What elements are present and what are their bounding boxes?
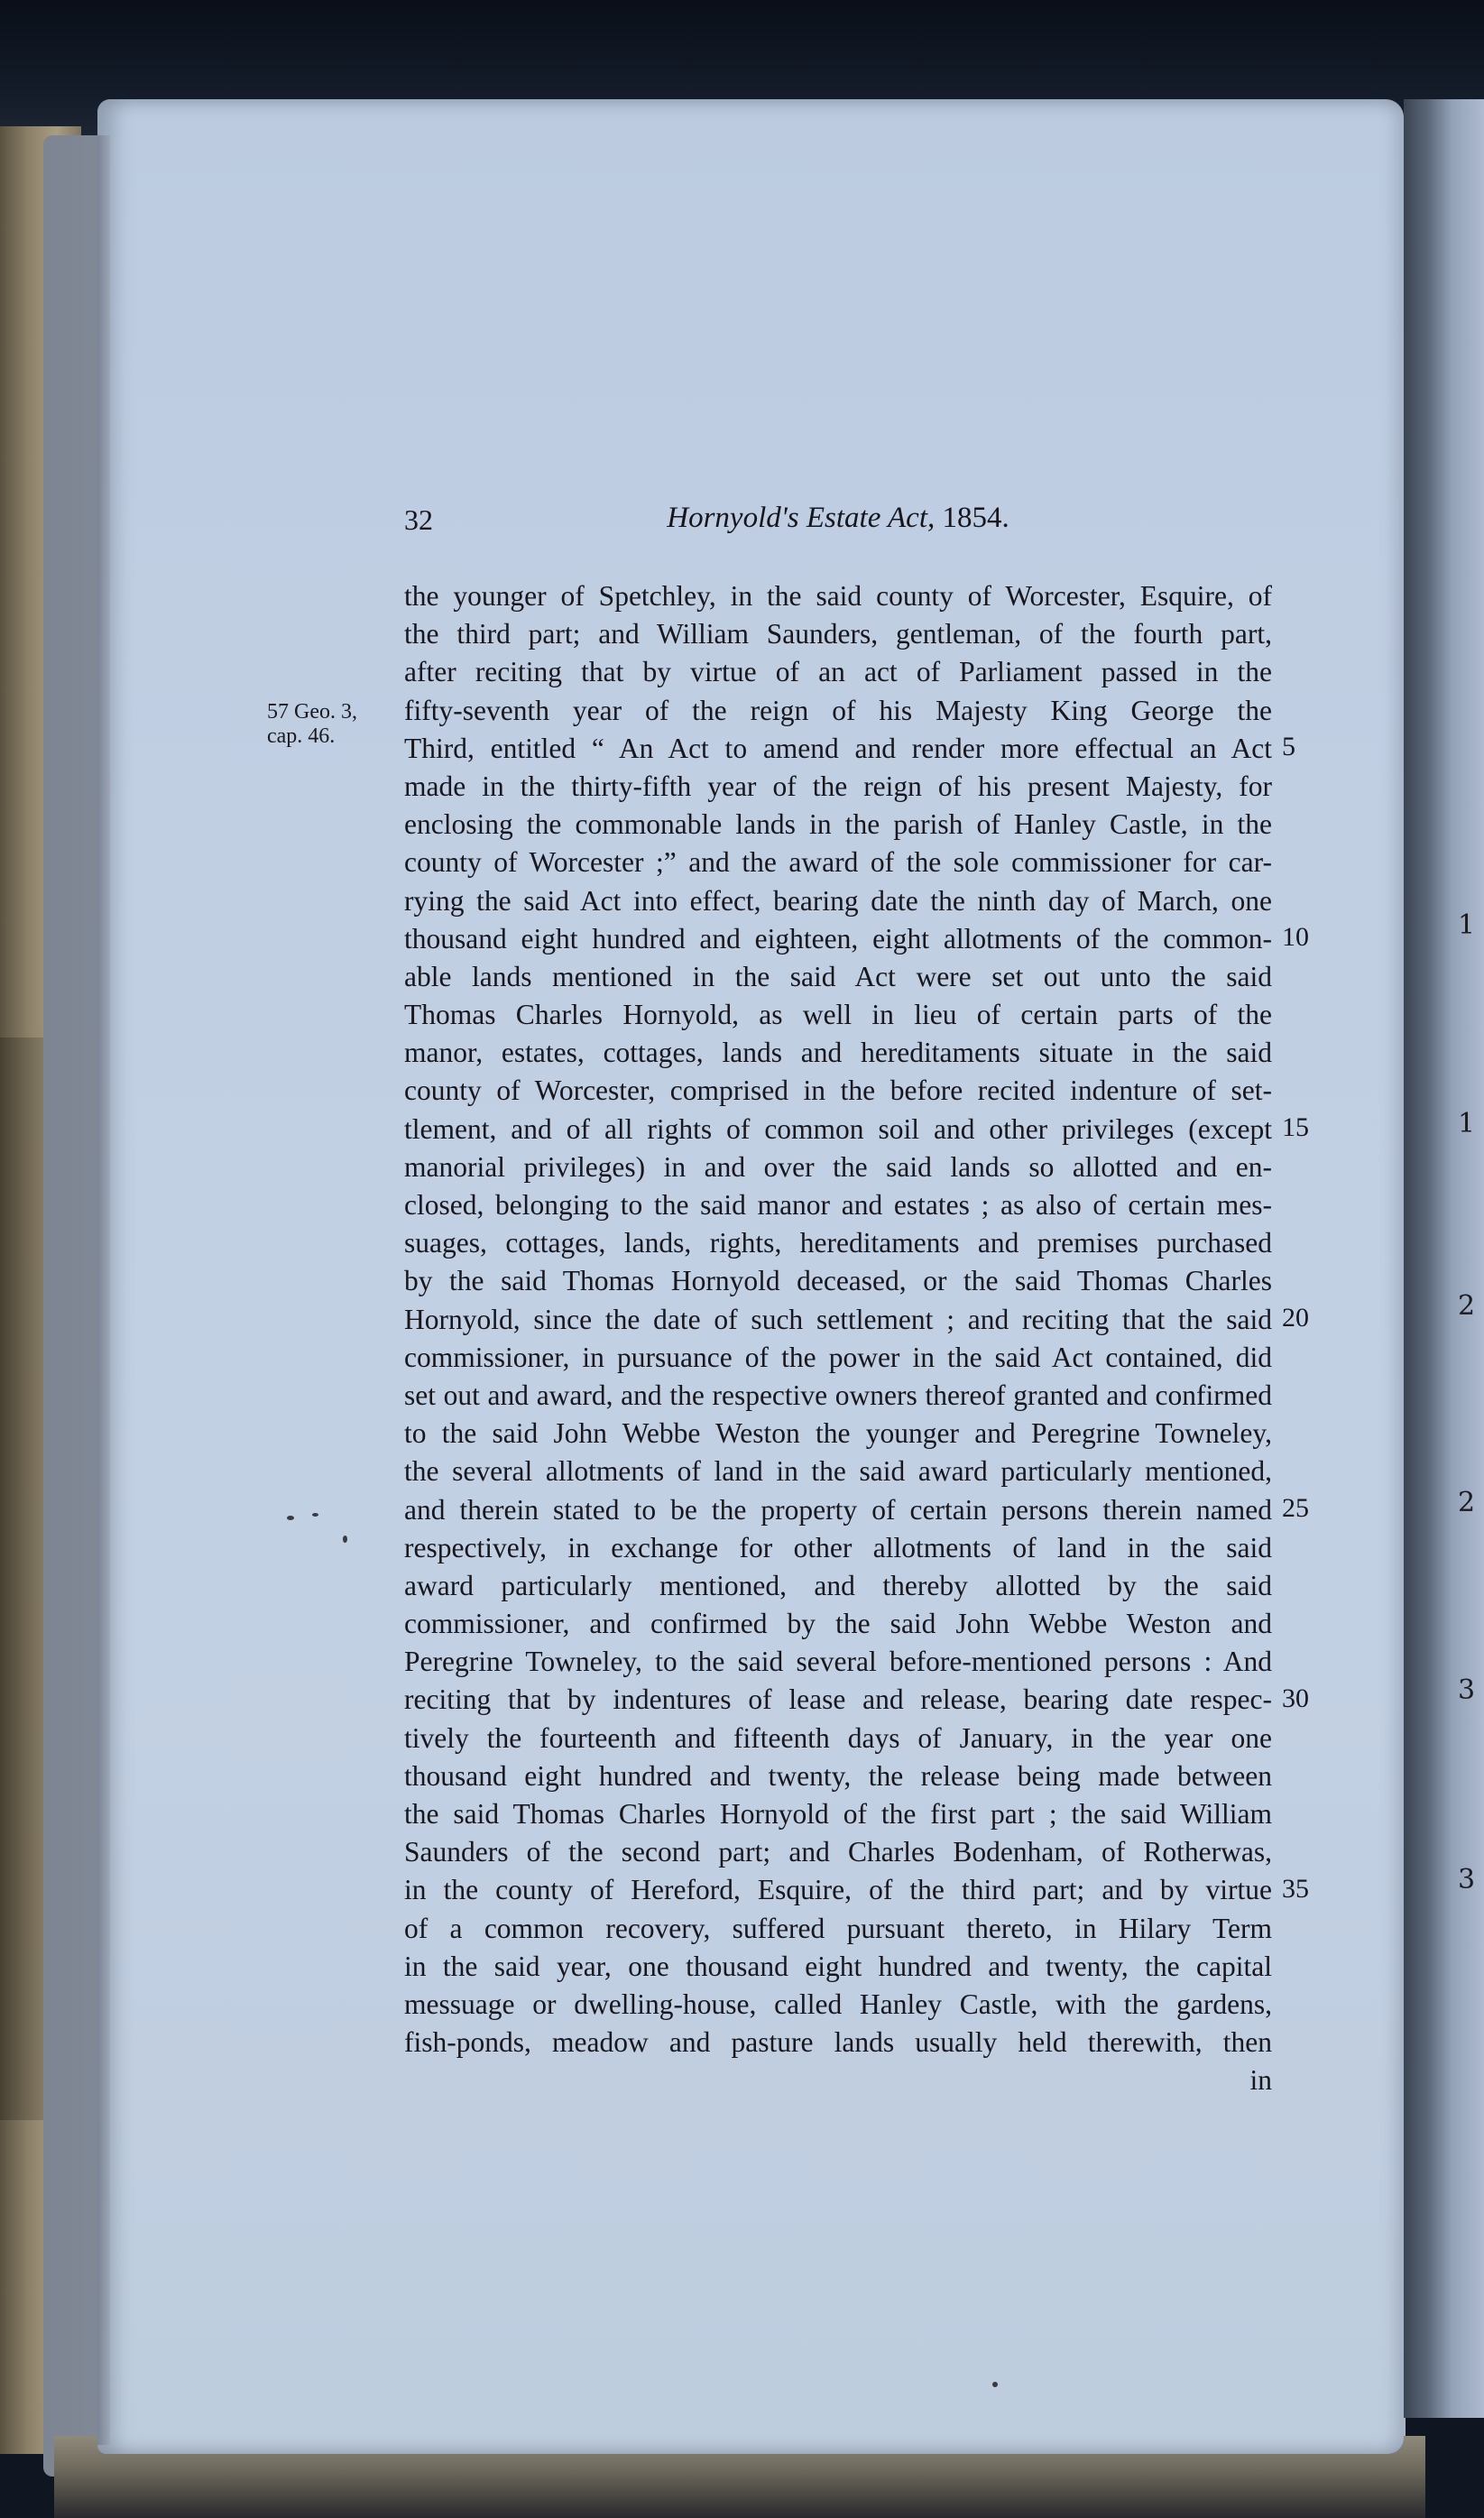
text-line: able lands mentioned in the said Act were set out unto the said xyxy=(404,960,1272,992)
text-line: the said Thomas Charles Hornyold of the first part ; the said William xyxy=(404,1798,1272,1830)
text-line: manor, estates, cottages, lands and hereditaments situate in the said xyxy=(404,1037,1272,1069)
text-line: in the county of Hereford, Esquire, of the third part; and by virtue xyxy=(404,1874,1272,1906)
text-line: manorial privileges) in and over the said lands so allotted and en- xyxy=(404,1150,1272,1183)
ink-speck xyxy=(312,1513,318,1517)
text-line: of a common recovery, suffered pursuant thereto, in Hilary Term xyxy=(404,1912,1272,1944)
text-line: by the said Thomas Hornyold deceased, or the said Thomas Charles xyxy=(404,1265,1272,1297)
text-line: reciting that by indentures of lease and release, bearing date respec- xyxy=(404,1683,1272,1716)
text-line: respectively, in exchange for other allotments of land in the said xyxy=(404,1531,1272,1563)
text-line: enclosing the commonable lands in the parish of Hanley Castle, in the xyxy=(404,808,1272,841)
text-line: Thomas Charles Hornyold, as well in lieu of certain parts of the xyxy=(404,999,1272,1031)
line-number: 30 xyxy=(1282,1683,1309,1713)
line-number: 5 xyxy=(1282,732,1295,761)
facing-page-fragment: 1 xyxy=(1458,909,1476,941)
line-number: 25 xyxy=(1282,1493,1309,1523)
page-gutter xyxy=(97,135,110,2445)
ink-speck xyxy=(992,2382,998,2387)
margin-note-line: cap. 46. xyxy=(267,724,336,748)
text-line: Saunders of the second part; and Charles Bodenham, of Rotherwas, xyxy=(404,1836,1272,1868)
text-line: and therein stated to be the property of certain persons therein named xyxy=(404,1493,1272,1526)
text-line: thousand eight hundred and twenty, the release being made between xyxy=(404,1759,1272,1792)
facing-page-fragment: 2 xyxy=(1458,1290,1476,1322)
line-number: 15 xyxy=(1282,1112,1309,1142)
text-line: the younger of Spetchley, in the said county of Worcester, Esquire, of xyxy=(404,580,1272,612)
text-line: the several allotments of land in the said award particularly mentioned, xyxy=(404,1455,1272,1488)
text-line: thousand eight hundred and eighteen, eight allotments of the common- xyxy=(404,922,1272,955)
line-number: 20 xyxy=(1282,1303,1309,1333)
text-line: commissioner, and confirmed by the said John Webbe Weston and xyxy=(404,1608,1272,1640)
text-line: Third, entitled “ An Act to amend and render more effectual an Act xyxy=(404,732,1272,764)
line-number: 10 xyxy=(1282,922,1309,952)
text-line: Peregrine Towneley, to the said several before-mentioned persons : And xyxy=(404,1646,1272,1678)
text-line: county of Worcester, comprised in the before recited indenture of set- xyxy=(404,1075,1272,1107)
margin-note xyxy=(267,700,384,749)
text-line: tlement, and of all rights of common soil and other privileges (except xyxy=(404,1112,1272,1145)
text-line: commissioner, in pursuance of the power in the said Act contained, did xyxy=(404,1341,1272,1373)
text-line: suages, cottages, lands, rights, hereditaments and premises purchased xyxy=(404,1227,1272,1259)
page-header xyxy=(404,494,1272,549)
facing-page-fragment: 2 xyxy=(1458,1487,1476,1518)
running-title-year: 1854. xyxy=(942,502,1009,534)
text-line: award particularly mentioned, and thereby allotted by the said xyxy=(404,1569,1272,1601)
running-title-italic: Hornyold's Estate Act, xyxy=(667,502,936,534)
text-line: to the said John Webbe Weston the younger and Peregrine Towneley, xyxy=(404,1417,1272,1450)
facing-page-fragment: 3 xyxy=(1458,1674,1476,1706)
running-title xyxy=(404,502,1272,535)
text-line: Hornyold, since the date of such settlement ; and reciting that the said xyxy=(404,1303,1272,1335)
text-line: the third part; and William Saunders, gentleman, of the fourth part, xyxy=(404,618,1272,650)
facing-page-fragment: 1 xyxy=(1458,1108,1476,1139)
ink-speck xyxy=(287,1516,294,1520)
text-line: tively the fourteenth and fifteenth days of January, in the year one xyxy=(404,1721,1272,1754)
facing-page-edge xyxy=(1404,99,1484,2418)
text-line: closed, belonging to the said manor and estates ; as also of certain mes- xyxy=(404,1189,1272,1221)
catchword: in xyxy=(1249,2064,1272,2097)
ink-speck xyxy=(343,1536,347,1543)
page-number: 32 xyxy=(404,503,433,536)
text-line: set out and award, and the respective owners thereof granted and confirmed xyxy=(404,1379,1272,1411)
text-line: made in the thirty-fifth year of the reign of his present Majesty, for xyxy=(404,770,1272,802)
text-line: fish-ponds, meadow and pasture lands usually held therewith, then xyxy=(404,2026,1272,2059)
text-line: after reciting that by virtue of an act of Parliament passed in the xyxy=(404,656,1272,688)
text-line: county of Worcester ;” and the award of the sole commissioner for car- xyxy=(404,846,1272,879)
text-line: messuage or dwelling-house, called Hanley Castle, with the gardens, xyxy=(404,1988,1272,2020)
line-number: 35 xyxy=(1282,1874,1309,1904)
text-line: fifty-seventh year of the reign of his Majesty King George the xyxy=(404,694,1272,726)
text-line: in the said year, one thousand eight hundred and twenty, the capital xyxy=(404,1950,1272,1982)
margin-note-line: 57 Geo. 3, xyxy=(267,700,357,724)
body-text xyxy=(404,577,1272,2100)
facing-page-fragment: 3 xyxy=(1458,1864,1476,1895)
text-line: rying the said Act into effect, bearing date the ninth day of March, one xyxy=(404,884,1272,917)
